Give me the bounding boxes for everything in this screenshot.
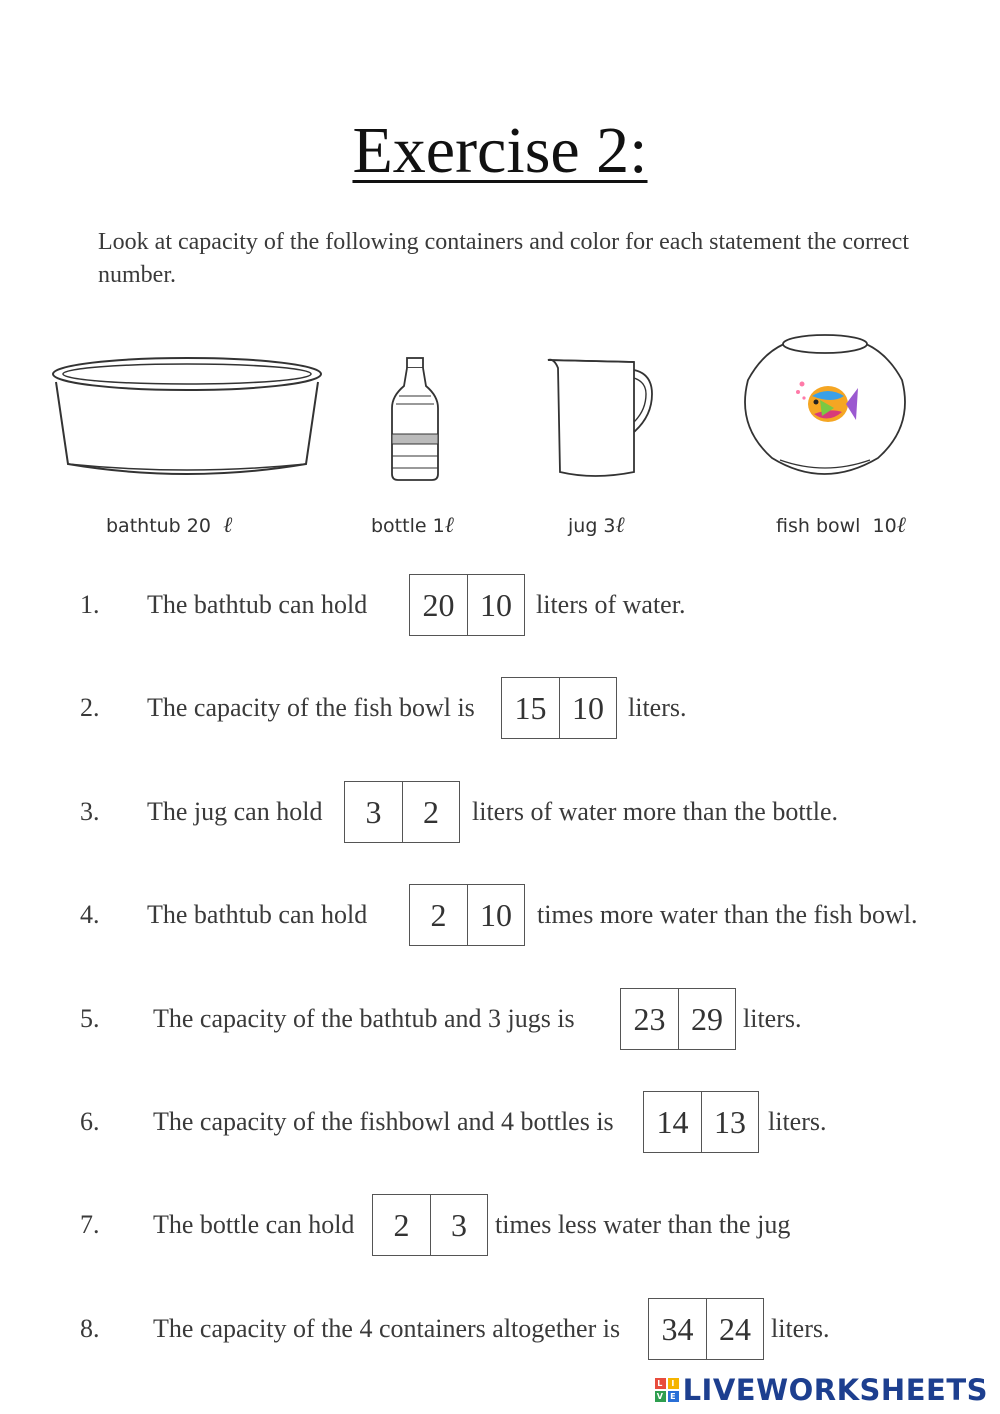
caption-fish-bowl-unit: ℓ [896, 513, 906, 538]
question-suffix: liters. [743, 1004, 802, 1033]
question-text: The bathtub can hold [147, 900, 368, 929]
answer-option[interactable]: 14 [656, 1103, 689, 1140]
question-text: The capacity of the 4 containers altogether is [153, 1314, 621, 1343]
answer-option[interactable]: 15 [514, 689, 547, 726]
answer-option[interactable]: 10 [467, 575, 524, 635]
question-2 [0, 677, 1000, 741]
question-number: 2. [80, 693, 100, 722]
jug-icon [544, 354, 656, 482]
question-suffix: times more water than the fish bowl. [537, 900, 918, 929]
question-4 [0, 884, 1000, 948]
question-number: 7. [80, 1210, 100, 1239]
question-text: The bottle can hold [153, 1210, 355, 1239]
caption-jug [568, 512, 625, 538]
answer-option[interactable]: 20 [422, 586, 455, 623]
answer-box [372, 1194, 488, 1256]
question-text: The jug can hold [147, 797, 323, 826]
question-text: The bathtub can hold [147, 590, 368, 619]
question-number: 3. [80, 797, 100, 826]
caption-bottle-unit: ℓ [444, 513, 454, 538]
answer-option[interactable]: 29 [678, 989, 735, 1049]
answer-option[interactable]: 3 [365, 793, 382, 830]
caption-bathtub-text: bathtub 20 [106, 515, 211, 537]
caption-fish-bowl-text: fish bowl 10 [776, 515, 897, 537]
answer-option[interactable]: 24 [706, 1299, 763, 1359]
question-suffix: liters. [628, 693, 687, 722]
answer-box [409, 884, 525, 946]
caption-bottle-text: bottle 1 [371, 515, 445, 537]
answer-box [501, 677, 617, 739]
answer-option[interactable]: 2 [430, 896, 447, 933]
question-text: The capacity of the fishbowl and 4 bottles is [153, 1107, 614, 1136]
question-number: 1. [80, 590, 100, 619]
question-number: 6. [80, 1107, 100, 1136]
question-6 [0, 1091, 1000, 1155]
logo-text: LIVEWORKSHEETS [682, 1373, 988, 1407]
answer-box [344, 781, 460, 843]
answer-box [643, 1091, 759, 1153]
answer-option[interactable]: 2 [402, 782, 459, 842]
question-1 [0, 574, 1000, 638]
question-suffix: liters. [768, 1107, 827, 1136]
caption-bathtub [106, 512, 232, 538]
question-number: 5. [80, 1004, 100, 1033]
logo-mark-cell: E [668, 1391, 679, 1402]
question-number: 8. [80, 1314, 100, 1343]
question-suffix: liters of water. [536, 590, 686, 619]
caption-jug-text: jug 3 [568, 515, 616, 537]
logo-mark-cell: I [668, 1378, 679, 1389]
caption-jug-unit: ℓ [615, 513, 625, 538]
caption-bathtub-unit: ℓ [223, 513, 233, 538]
liveworksheets-logo [655, 1373, 988, 1407]
answer-box [620, 988, 736, 1050]
caption-fish-bowl [776, 512, 906, 538]
logo-mark-cell: L [655, 1378, 666, 1389]
question-text: The capacity of the fish bowl is [147, 693, 475, 722]
instructions-text: Look at capacity of the following containers and color for each statement the correct number. [98, 229, 909, 288]
question-5 [0, 988, 1000, 1052]
bottle-icon [386, 356, 444, 482]
caption-bottle [371, 512, 454, 538]
exercise-title [0, 114, 1000, 187]
question-3 [0, 781, 1000, 845]
logo-mark-icon [655, 1378, 679, 1402]
question-suffix: liters. [771, 1314, 830, 1343]
answer-option[interactable]: 2 [393, 1206, 410, 1243]
question-suffix: times less water than the jug [495, 1210, 791, 1239]
bathtub-icon [48, 352, 326, 482]
answer-option[interactable]: 10 [467, 885, 524, 945]
answer-option[interactable]: 3 [430, 1195, 487, 1255]
answer-option[interactable]: 10 [559, 678, 616, 738]
answer-option[interactable]: 34 [661, 1310, 694, 1347]
fish-bowl-icon [742, 330, 908, 478]
exercise-title-text: Exercise 2: [352, 114, 648, 187]
answer-box [648, 1298, 764, 1360]
logo-mark-cell: V [655, 1391, 666, 1402]
question-suffix: liters of water more than the bottle. [472, 797, 839, 826]
question-text: The capacity of the bathtub and 3 jugs is [153, 1004, 575, 1033]
question-7 [0, 1194, 1000, 1258]
question-8 [0, 1298, 1000, 1362]
answer-option[interactable]: 13 [701, 1092, 758, 1152]
question-number: 4. [80, 900, 100, 929]
answer-option[interactable]: 23 [633, 1000, 666, 1037]
answer-box [409, 574, 525, 636]
